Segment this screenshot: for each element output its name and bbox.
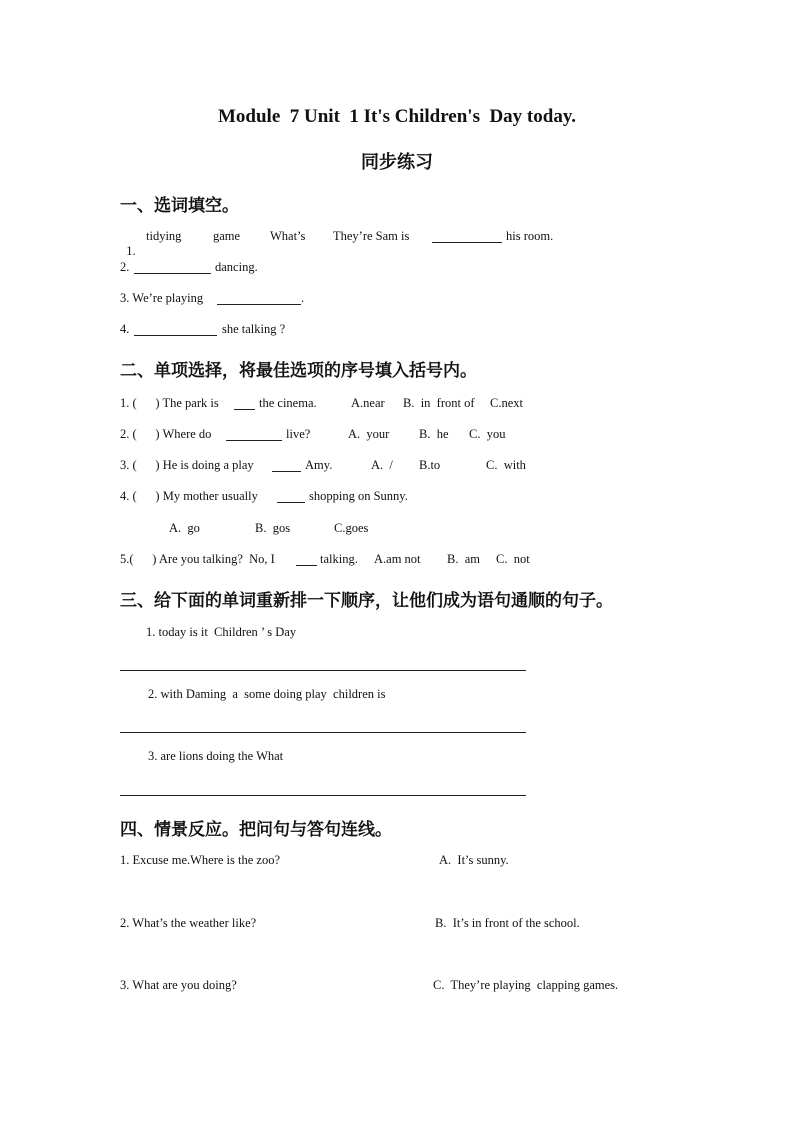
- section-1-heading: 一、选词填空。: [120, 196, 239, 215]
- option-b: B.to: [419, 458, 441, 472]
- match-question[interactable]: 1. Excuse me.Where is the zoo?: [120, 853, 281, 867]
- option-a: A. /: [371, 458, 393, 472]
- answer-line[interactable]: [120, 795, 526, 796]
- question-text: dancing.: [215, 260, 258, 274]
- option-a: A. go: [169, 521, 200, 535]
- fill-blank[interactable]: [134, 260, 211, 274]
- question-text: .: [301, 291, 305, 305]
- match-answer[interactable]: B. It’s in front of the school.: [435, 916, 580, 930]
- fill-blank[interactable]: [226, 427, 282, 441]
- option-b: B. am: [447, 552, 480, 566]
- question-text: his room.: [506, 229, 554, 243]
- answer-line[interactable]: [120, 670, 526, 671]
- fill-blank[interactable]: [296, 552, 317, 566]
- word-bank-item: What’s: [270, 229, 306, 243]
- word-bank-item: tidying: [146, 229, 182, 243]
- section-2-heading: 二、单项选择，将最佳选项的序号填入括号内。: [120, 361, 477, 380]
- page-subtitle: 同步练习: [361, 152, 433, 172]
- question-text: 3. ( ) He is doing a play: [120, 458, 254, 472]
- section-3-heading: 三、给下面的单词重新排一下顺序，让他们成为语句通顺的句子。: [120, 591, 613, 610]
- answer-line[interactable]: [120, 732, 526, 733]
- question-text: shopping on Sunny.: [309, 489, 408, 503]
- page-title: Module 7 Unit 1 It's Children's Day today.: [217, 106, 577, 127]
- option-c: C.goes: [334, 521, 369, 535]
- option-c: C. with: [486, 458, 526, 472]
- question-text: 1. ( ) The park is: [120, 396, 219, 410]
- fill-blank[interactable]: [272, 458, 301, 472]
- question-text: live?: [286, 427, 311, 441]
- word-bank-item: game: [213, 229, 241, 243]
- option-a: A. your: [348, 427, 390, 441]
- match-answer[interactable]: A. It’s sunny.: [439, 853, 509, 867]
- reorder-words: 1. today is it Children ’ s Day: [146, 625, 297, 639]
- match-answer[interactable]: C. They’re playing clapping games.: [433, 978, 619, 992]
- question-text: the cinema.: [259, 396, 317, 410]
- option-c: C. not: [496, 552, 530, 566]
- match-question[interactable]: 2. What’s the weather like?: [120, 916, 257, 930]
- reorder-words: 3. are lions doing the What: [148, 749, 284, 763]
- fill-blank[interactable]: [277, 489, 305, 503]
- question-number: 4.: [120, 322, 130, 336]
- question-text: 4. ( ) My mother usually: [120, 489, 258, 503]
- word-bank-item: They’re Sam is: [333, 229, 410, 243]
- question-text: 3. We’re playing: [120, 291, 204, 305]
- option-c: C. you: [469, 427, 506, 441]
- option-b: B. gos: [255, 521, 291, 535]
- question-number: 2.: [120, 260, 130, 274]
- option-b: B. he: [419, 427, 449, 441]
- match-question[interactable]: 3. What are you doing?: [120, 978, 237, 992]
- reorder-words: 2. with Daming a some doing play children is: [148, 687, 386, 701]
- section-4-heading: 四、情景反应。把问句与答句连线。: [120, 820, 392, 839]
- option-a: A.near: [351, 396, 385, 410]
- fill-blank[interactable]: [432, 229, 502, 243]
- question-number: 1.: [126, 244, 136, 258]
- question-text: she talking ?: [222, 322, 286, 336]
- fill-blank[interactable]: [217, 291, 301, 305]
- fill-blank[interactable]: [134, 322, 217, 336]
- option-b: B. in front of: [403, 396, 475, 410]
- option-c: C.next: [490, 396, 523, 410]
- option-a: A.am not: [374, 552, 421, 566]
- question-text: 5.( ) Are you talking? No, I: [120, 552, 275, 566]
- word-bank-line: [120, 229, 136, 259]
- fill-blank[interactable]: [234, 396, 255, 410]
- question-text: Amy.: [305, 458, 333, 472]
- question-text: 2. ( ) Where do: [120, 427, 212, 441]
- question-text: talking.: [320, 552, 358, 566]
